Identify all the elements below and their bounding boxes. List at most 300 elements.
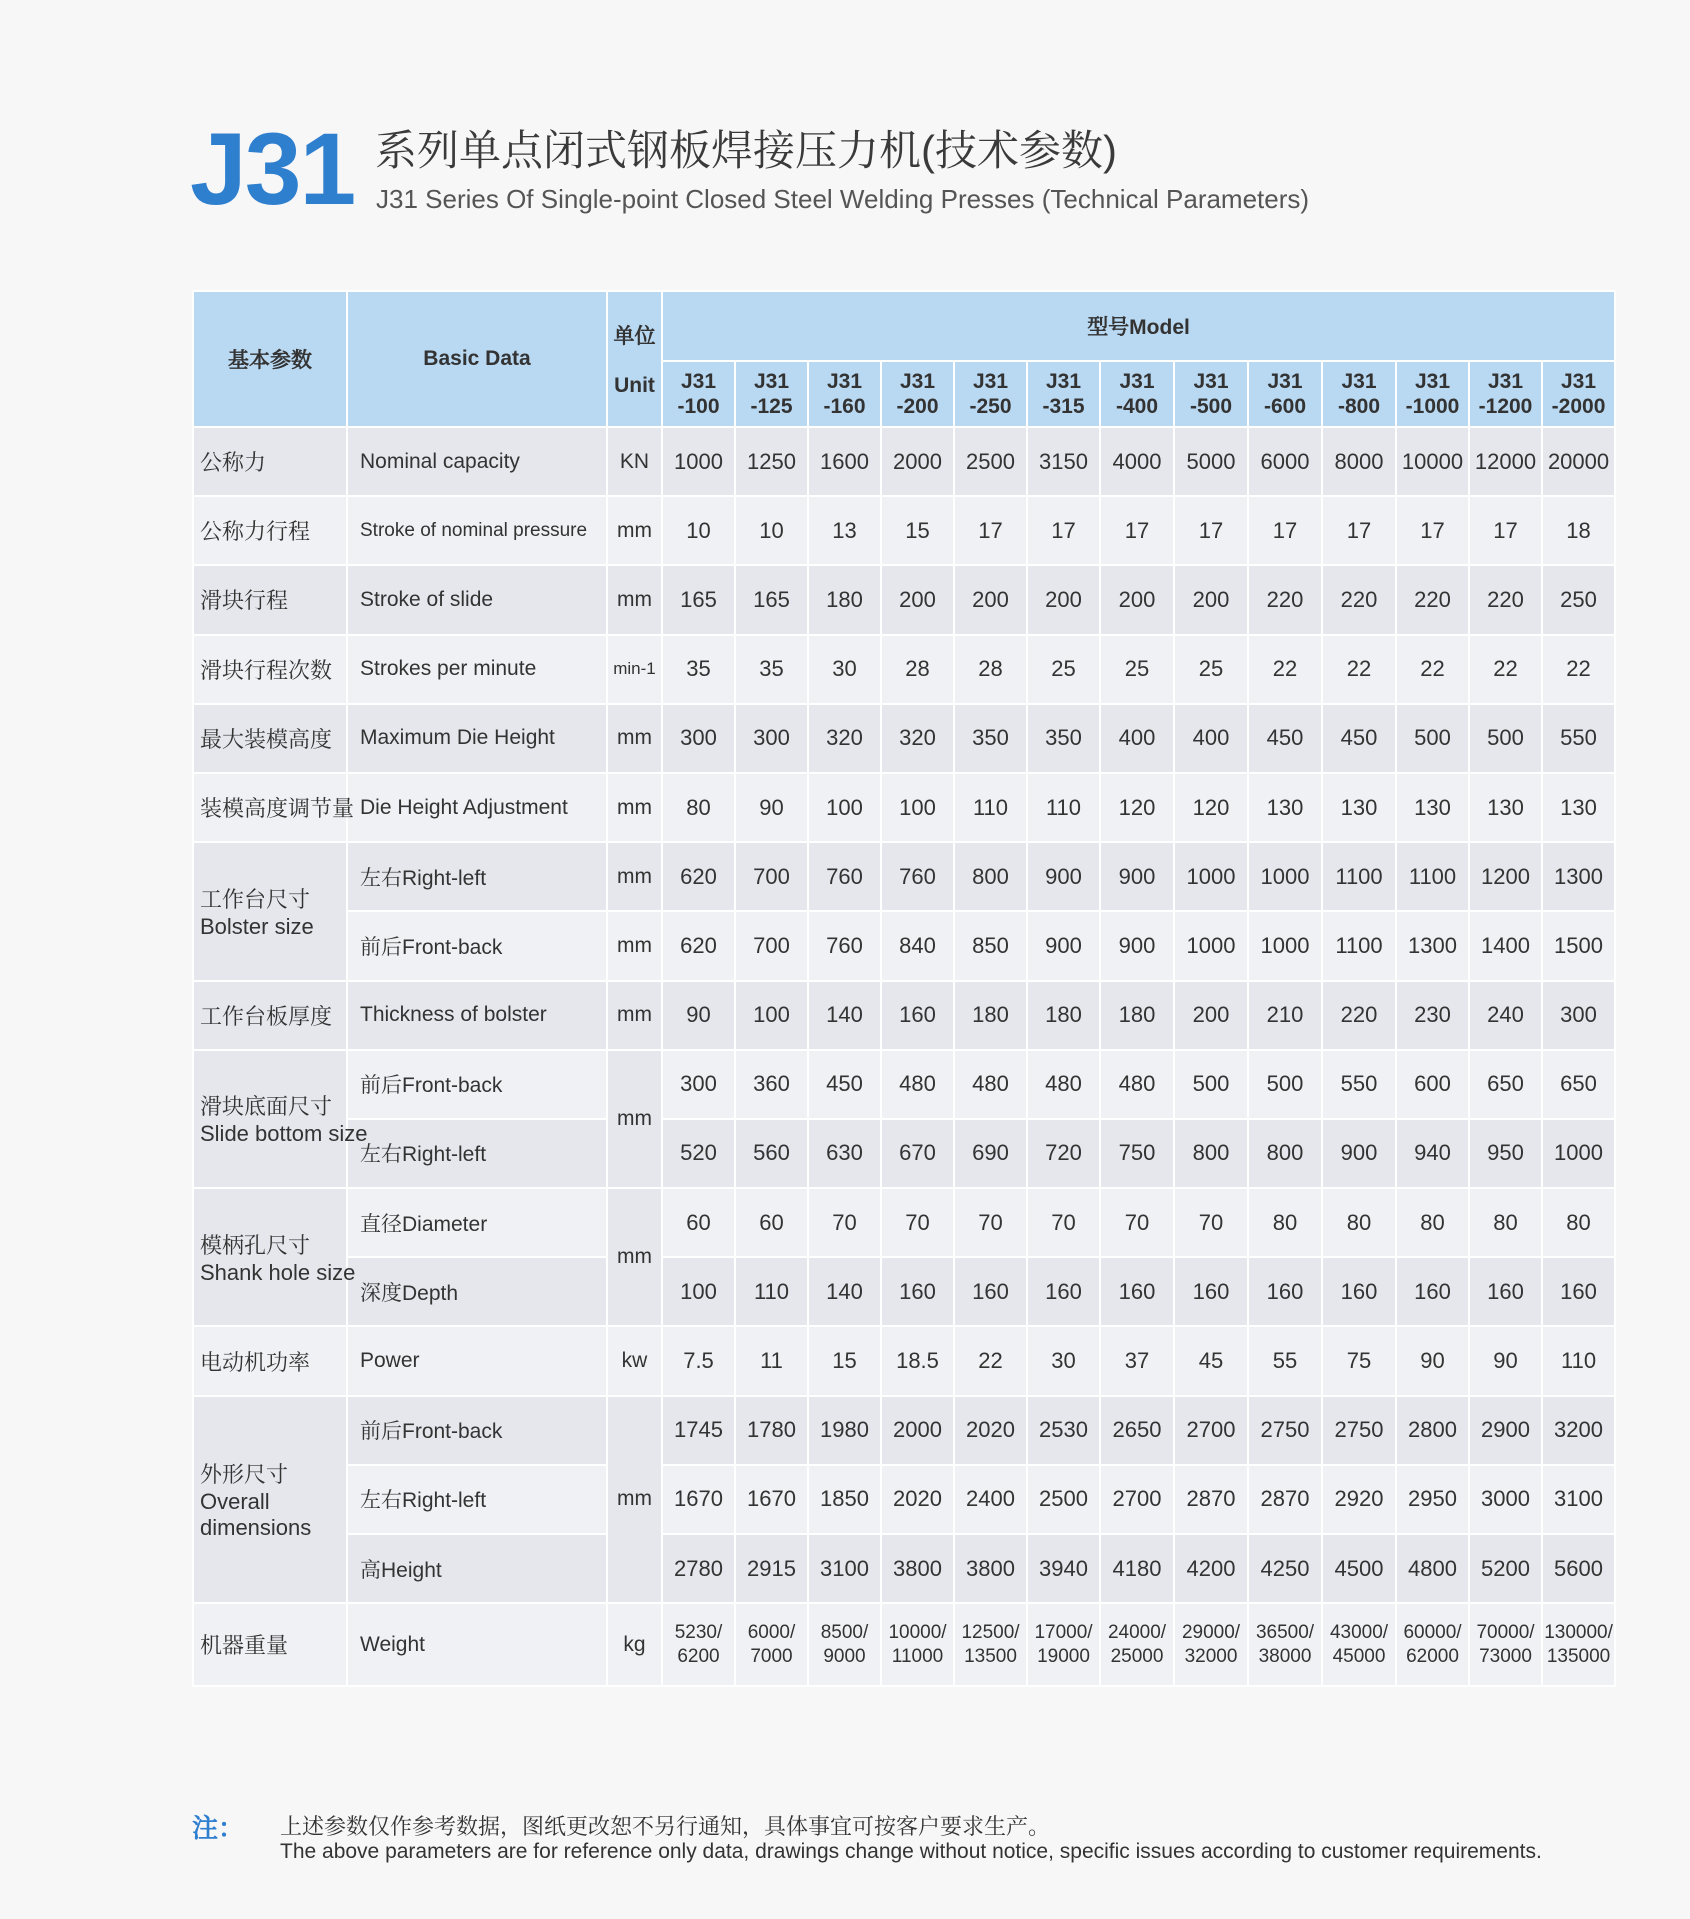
value-cell: 17 — [1469, 496, 1542, 565]
value-cell: 160 — [1027, 1257, 1100, 1326]
value-cell: 2530 — [1027, 1396, 1100, 1465]
value-cell: 20000 — [1542, 427, 1615, 496]
param-name-zh: 装模高度调节量 — [193, 773, 347, 842]
table-row — [193, 1188, 1615, 1257]
value-cell: 70 — [1100, 1188, 1174, 1257]
value-cell: 3100 — [808, 1534, 881, 1603]
header-basic-zh: 基本参数 — [193, 291, 347, 427]
table-row — [193, 1396, 1615, 1465]
model-capacity: -1000 — [1405, 395, 1460, 418]
value-cell: 140 — [808, 1257, 881, 1326]
value-cell: 700 — [735, 911, 808, 980]
weight-min: 8500/ — [820, 1621, 869, 1643]
value-cell: 550 — [1542, 704, 1615, 773]
weight-max: 9000 — [823, 1645, 866, 1667]
param-group-slide-bottom — [193, 1050, 368, 1188]
weight-cell — [1469, 1603, 1542, 1686]
header-unit-en: Unit — [614, 374, 655, 397]
value-cell: 10 — [735, 496, 808, 565]
value-cell: 320 — [808, 704, 881, 773]
value-cell: 1000 — [1248, 842, 1322, 911]
value-cell: 2870 — [1174, 1465, 1248, 1534]
value-cell: 1745 — [662, 1396, 735, 1465]
value-cell: 22 — [954, 1326, 1027, 1395]
value-cell: 130 — [1469, 773, 1542, 842]
value-cell: 110 — [735, 1257, 808, 1326]
param-name-en: Thickness of bolster — [347, 981, 607, 1050]
value-cell: 2500 — [1027, 1465, 1100, 1534]
value-cell: 5200 — [1469, 1534, 1542, 1603]
unit-cell: mm — [607, 842, 662, 911]
series-code: J31 — [190, 112, 355, 226]
value-cell: 1200 — [1469, 842, 1542, 911]
param-group-overall-dimensions — [193, 1396, 347, 1604]
model-capacity: -200 — [896, 395, 939, 418]
value-cell: 160 — [954, 1257, 1027, 1326]
value-cell: 17 — [954, 496, 1027, 565]
weight-cell — [1100, 1603, 1174, 1686]
weight-cell — [735, 1603, 808, 1686]
param-name-zh: 最大装模高度 — [193, 704, 347, 773]
value-cell: 300 — [735, 704, 808, 773]
weight-min: 5230/ — [674, 1621, 723, 1643]
unit-cell: mm — [607, 565, 662, 634]
weight-cell — [1174, 1603, 1248, 1686]
value-cell: 70 — [881, 1188, 954, 1257]
value-cell: 130 — [1322, 773, 1396, 842]
value-cell: 5000 — [1174, 427, 1248, 496]
value-cell: 500 — [1248, 1050, 1322, 1119]
value-cell: 22 — [1542, 635, 1615, 704]
weight-cell — [1542, 1603, 1615, 1686]
weight-max: 11000 — [891, 1645, 944, 1667]
unit-cell: mm — [607, 1396, 662, 1604]
value-cell: 160 — [881, 981, 954, 1050]
value-cell: 22 — [1248, 635, 1322, 704]
model-series: J31 — [1193, 369, 1229, 393]
sub-param: 左右Right-left — [347, 842, 607, 911]
value-cell: 220 — [1469, 565, 1542, 634]
value-cell: 4200 — [1174, 1534, 1248, 1603]
param-name-zh: 机器重量 — [193, 1603, 347, 1686]
value-cell: 520 — [662, 1119, 735, 1188]
value-cell: 1000 — [1542, 1119, 1615, 1188]
value-cell: 750 — [1100, 1119, 1174, 1188]
value-cell: 2800 — [1396, 1396, 1469, 1465]
value-cell: 220 — [1248, 565, 1322, 634]
value-cell: 2780 — [662, 1534, 735, 1603]
model-series: J31 — [1341, 369, 1377, 393]
header-unit — [607, 291, 662, 427]
value-cell: 180 — [954, 981, 1027, 1050]
model-capacity: -2000 — [1551, 395, 1606, 418]
value-cell: 22 — [1322, 635, 1396, 704]
table-row — [193, 635, 1615, 704]
value-cell: 300 — [662, 704, 735, 773]
weight-min: 24000/ — [1107, 1621, 1167, 1643]
value-cell: 760 — [808, 842, 881, 911]
value-cell: 130 — [1396, 773, 1469, 842]
value-cell: 3800 — [954, 1534, 1027, 1603]
header-model: 型号Model — [662, 291, 1615, 361]
value-cell: 1000 — [1174, 911, 1248, 980]
value-cell: 5600 — [1542, 1534, 1615, 1603]
param-name-en: Overall — [200, 1488, 270, 1514]
value-cell: 2870 — [1248, 1465, 1322, 1534]
weight-max: 6200 — [677, 1645, 720, 1667]
table-row — [193, 1326, 1615, 1395]
value-cell: 180 — [1100, 981, 1174, 1050]
model-capacity: -160 — [823, 395, 866, 418]
spec-body — [193, 427, 1615, 1686]
value-cell: 3800 — [881, 1534, 954, 1603]
value-cell: 22 — [1396, 635, 1469, 704]
value-cell: 180 — [808, 565, 881, 634]
value-cell: 3200 — [1542, 1396, 1615, 1465]
model-series: J31 — [972, 369, 1009, 393]
model-capacity: -500 — [1189, 395, 1233, 418]
value-cell: 690 — [954, 1119, 1027, 1188]
value-cell: 17 — [1396, 496, 1469, 565]
value-cell: 800 — [954, 842, 1027, 911]
value-cell: 480 — [881, 1050, 954, 1119]
value-cell: 350 — [1027, 704, 1100, 773]
model-capacity: -315 — [1042, 395, 1085, 418]
value-cell: 30 — [808, 635, 881, 704]
table-row — [193, 911, 1615, 980]
value-cell: 120 — [1100, 773, 1174, 842]
value-cell: 60 — [662, 1188, 735, 1257]
value-cell: 1100 — [1322, 842, 1396, 911]
value-cell: 18 — [1542, 496, 1615, 565]
model-capacity: -100 — [677, 395, 720, 418]
value-cell: 800 — [1248, 1119, 1322, 1188]
spec-table — [192, 290, 1616, 1687]
value-cell: 90 — [662, 981, 735, 1050]
table-row — [193, 981, 1615, 1050]
param-name-zh: 工作台板厚度 — [193, 981, 347, 1050]
unit-cell: mm — [607, 773, 662, 842]
weight-max: 13500 — [964, 1645, 1017, 1667]
value-cell: 90 — [735, 773, 808, 842]
value-cell: 70 — [1174, 1188, 1248, 1257]
value-cell: 200 — [1174, 565, 1248, 634]
weight-min: 70000/ — [1476, 1621, 1535, 1643]
value-cell: 2000 — [881, 427, 954, 496]
unit-cell: mm — [607, 496, 662, 565]
value-cell: 160 — [1469, 1257, 1542, 1326]
value-cell: 160 — [881, 1257, 954, 1326]
value-cell: 620 — [662, 842, 735, 911]
value-cell: 2650 — [1100, 1396, 1174, 1465]
unit-cell: mm — [607, 704, 662, 773]
param-name-en: Shank hole size — [200, 1259, 356, 1285]
note-chinese: 上述参数仅作参考数据，图纸更改恕不另行通知，具体事宜可按客户要求生产。 — [280, 1814, 1051, 1839]
weight-cell — [1248, 1603, 1322, 1686]
sub-param: 左右Right-left — [347, 1465, 607, 1534]
value-cell: 940 — [1396, 1119, 1469, 1188]
table-row — [193, 704, 1615, 773]
value-cell: 1400 — [1469, 911, 1542, 980]
value-cell: 30 — [1027, 1326, 1100, 1395]
model-series: J31 — [1487, 369, 1524, 393]
value-cell: 7.5 — [662, 1326, 735, 1395]
value-cell: 80 — [1248, 1188, 1322, 1257]
value-cell: 220 — [1396, 565, 1469, 634]
value-cell: 80 — [1469, 1188, 1542, 1257]
value-cell: 60 — [735, 1188, 808, 1257]
value-cell: 2000 — [881, 1396, 954, 1465]
model-header — [1174, 361, 1248, 427]
param-name-en: dimensions — [200, 1514, 312, 1540]
param-group-shank-hole — [193, 1188, 356, 1326]
value-cell: 80 — [662, 773, 735, 842]
value-cell: 1300 — [1396, 911, 1469, 980]
value-cell: 2750 — [1248, 1396, 1322, 1465]
model-header — [954, 361, 1027, 427]
value-cell: 17 — [1100, 496, 1174, 565]
value-cell: 2400 — [954, 1465, 1027, 1534]
value-cell: 1100 — [1322, 911, 1396, 980]
value-cell: 200 — [954, 565, 1027, 634]
value-cell: 650 — [1542, 1050, 1615, 1119]
value-cell: 670 — [881, 1119, 954, 1188]
value-cell: 1100 — [1396, 842, 1469, 911]
unit-cell: min-1 — [607, 635, 662, 704]
weight-max: 135000 — [1546, 1645, 1611, 1667]
value-cell: 17 — [1027, 496, 1100, 565]
sub-param: 高Height — [347, 1534, 607, 1603]
weight-cell — [662, 1603, 735, 1686]
value-cell: 13 — [808, 496, 881, 565]
value-cell: 220 — [1322, 565, 1396, 634]
value-cell: 480 — [1100, 1050, 1174, 1119]
title-english: J31 Series Of Single-point Closed Steel Welding Presses (Technical Parameters) — [376, 184, 1310, 214]
value-cell: 130 — [1542, 773, 1615, 842]
value-cell: 6000 — [1248, 427, 1322, 496]
model-header — [1027, 361, 1100, 427]
value-cell: 900 — [1100, 842, 1174, 911]
value-cell: 1000 — [1248, 911, 1322, 980]
table-row — [193, 1603, 1615, 1686]
sub-param: 前后Front-back — [347, 911, 607, 980]
value-cell: 400 — [1100, 704, 1174, 773]
value-cell: 160 — [1396, 1257, 1469, 1326]
value-cell: 15 — [881, 496, 954, 565]
model-header — [662, 361, 735, 427]
value-cell: 630 — [808, 1119, 881, 1188]
value-cell: 550 — [1322, 1050, 1396, 1119]
param-name-en: Slide bottom size — [200, 1121, 368, 1147]
value-cell: 2500 — [954, 427, 1027, 496]
value-cell: 160 — [1100, 1257, 1174, 1326]
value-cell: 950 — [1469, 1119, 1542, 1188]
weight-min: 10000/ — [888, 1621, 947, 1643]
value-cell: 100 — [735, 981, 808, 1050]
model-header — [1322, 361, 1396, 427]
table-row — [193, 565, 1615, 634]
unit-cell: mm — [607, 911, 662, 980]
weight-min: 12500/ — [961, 1621, 1020, 1643]
weight-max: 73000 — [1479, 1645, 1532, 1667]
model-capacity: -1200 — [1478, 395, 1533, 418]
weight-cell — [808, 1603, 881, 1686]
value-cell: 25 — [1100, 635, 1174, 704]
value-cell: 25 — [1027, 635, 1100, 704]
value-cell: 1300 — [1542, 842, 1615, 911]
weight-min: 130000/ — [1544, 1621, 1613, 1643]
sub-param: 深度Depth — [347, 1257, 607, 1326]
value-cell: 165 — [735, 565, 808, 634]
value-cell: 110 — [1027, 773, 1100, 842]
value-cell: 35 — [662, 635, 735, 704]
param-name-en: Stroke of slide — [347, 565, 607, 634]
value-cell: 4800 — [1396, 1534, 1469, 1603]
value-cell: 165 — [662, 565, 735, 634]
value-cell: 70 — [808, 1188, 881, 1257]
value-cell: 80 — [1322, 1188, 1396, 1257]
table-row — [193, 496, 1615, 565]
value-cell: 200 — [881, 565, 954, 634]
value-cell: 230 — [1396, 981, 1469, 1050]
value-cell: 1670 — [662, 1465, 735, 1534]
model-series: J31 — [899, 369, 936, 393]
value-cell: 22 — [1469, 635, 1542, 704]
value-cell: 160 — [1174, 1257, 1248, 1326]
model-capacity: -800 — [1337, 395, 1381, 418]
value-cell: 840 — [881, 911, 954, 980]
value-cell: 18.5 — [881, 1326, 954, 1395]
value-cell: 300 — [1542, 981, 1615, 1050]
param-name-zh: 滑块行程 — [193, 565, 347, 634]
param-name-zh: 电动机功率 — [193, 1326, 347, 1395]
value-cell: 90 — [1396, 1326, 1469, 1395]
value-cell: 800 — [1174, 1119, 1248, 1188]
table-row — [193, 1119, 1615, 1188]
value-cell: 160 — [1248, 1257, 1322, 1326]
value-cell: 70 — [1027, 1188, 1100, 1257]
value-cell: 180 — [1027, 981, 1100, 1050]
value-cell: 55 — [1248, 1326, 1322, 1395]
value-cell: 850 — [954, 911, 1027, 980]
weight-min: 17000/ — [1034, 1621, 1093, 1643]
value-cell: 8000 — [1322, 427, 1396, 496]
value-cell: 620 — [662, 911, 735, 980]
value-cell: 110 — [1542, 1326, 1615, 1395]
param-name-zh: 滑块底面尺寸 — [200, 1094, 333, 1120]
value-cell: 1850 — [808, 1465, 881, 1534]
value-cell: 900 — [1027, 911, 1100, 980]
value-cell: 3150 — [1027, 427, 1100, 496]
model-header — [808, 361, 881, 427]
value-cell: 500 — [1174, 1050, 1248, 1119]
param-name-en: Bolster size — [200, 913, 314, 939]
param-name-zh: 公称力 — [193, 427, 347, 496]
value-cell: 900 — [1027, 842, 1100, 911]
sub-param: 前后Front-back — [347, 1396, 607, 1465]
value-cell: 200 — [1174, 981, 1248, 1050]
unit-cell: mm — [607, 1188, 662, 1326]
model-header — [1542, 361, 1615, 427]
weight-max: 45000 — [1332, 1645, 1386, 1667]
model-capacity: -400 — [1115, 395, 1159, 418]
value-cell: 11 — [735, 1326, 808, 1395]
value-cell: 1000 — [1174, 842, 1248, 911]
value-cell: 17 — [1322, 496, 1396, 565]
weight-min: 36500/ — [1255, 1621, 1315, 1643]
model-series: J31 — [680, 369, 717, 393]
value-cell: 35 — [735, 635, 808, 704]
param-name-en: Nominal capacity — [347, 427, 607, 496]
value-cell: 4000 — [1100, 427, 1174, 496]
model-series: J31 — [1045, 369, 1082, 393]
model-header — [735, 361, 808, 427]
value-cell: 350 — [954, 704, 1027, 773]
model-header — [1396, 361, 1469, 427]
value-cell: 80 — [1396, 1188, 1469, 1257]
value-cell: 1670 — [735, 1465, 808, 1534]
unit-cell: KN — [607, 427, 662, 496]
value-cell: 1980 — [808, 1396, 881, 1465]
model-series: J31 — [1561, 369, 1597, 393]
value-cell: 900 — [1100, 911, 1174, 980]
table-row — [193, 773, 1615, 842]
model-series: J31 — [753, 369, 790, 393]
value-cell: 90 — [1469, 1326, 1542, 1395]
model-series: J31 — [1119, 369, 1155, 393]
model-capacity: -125 — [750, 395, 793, 418]
value-cell: 160 — [1542, 1257, 1615, 1326]
value-cell: 2920 — [1322, 1465, 1396, 1534]
value-cell: 1500 — [1542, 911, 1615, 980]
value-cell: 200 — [1100, 565, 1174, 634]
value-cell: 37 — [1100, 1326, 1174, 1395]
param-name-zh: 工作台尺寸 — [200, 886, 311, 912]
value-cell: 450 — [808, 1050, 881, 1119]
value-cell: 4500 — [1322, 1534, 1396, 1603]
weight-cell — [881, 1603, 954, 1686]
value-cell: 450 — [1248, 704, 1322, 773]
value-cell: 17 — [1248, 496, 1322, 565]
value-cell: 250 — [1542, 565, 1615, 634]
unit-cell: kg — [607, 1603, 662, 1686]
model-capacity: -600 — [1263, 395, 1307, 418]
table-row — [193, 1534, 1615, 1603]
model-series: J31 — [826, 369, 863, 393]
param-name-en: Maximum Die Height — [347, 704, 607, 773]
value-cell: 45 — [1174, 1326, 1248, 1395]
value-cell: 240 — [1469, 981, 1542, 1050]
value-cell: 130 — [1248, 773, 1322, 842]
value-cell: 360 — [735, 1050, 808, 1119]
value-cell: 15 — [808, 1326, 881, 1395]
table-row — [193, 1257, 1615, 1326]
value-cell: 28 — [881, 635, 954, 704]
value-cell: 700 — [735, 842, 808, 911]
value-cell: 3100 — [1542, 1465, 1615, 1534]
value-cell: 480 — [1027, 1050, 1100, 1119]
value-cell: 500 — [1396, 704, 1469, 773]
table-row — [193, 427, 1615, 496]
value-cell: 2900 — [1469, 1396, 1542, 1465]
value-cell: 3940 — [1027, 1534, 1100, 1603]
header-basic-en: Basic Data — [347, 291, 607, 427]
model-header — [881, 361, 954, 427]
value-cell: 10000 — [1396, 427, 1469, 496]
value-cell: 2020 — [954, 1396, 1027, 1465]
value-cell: 2915 — [735, 1534, 808, 1603]
value-cell: 100 — [808, 773, 881, 842]
